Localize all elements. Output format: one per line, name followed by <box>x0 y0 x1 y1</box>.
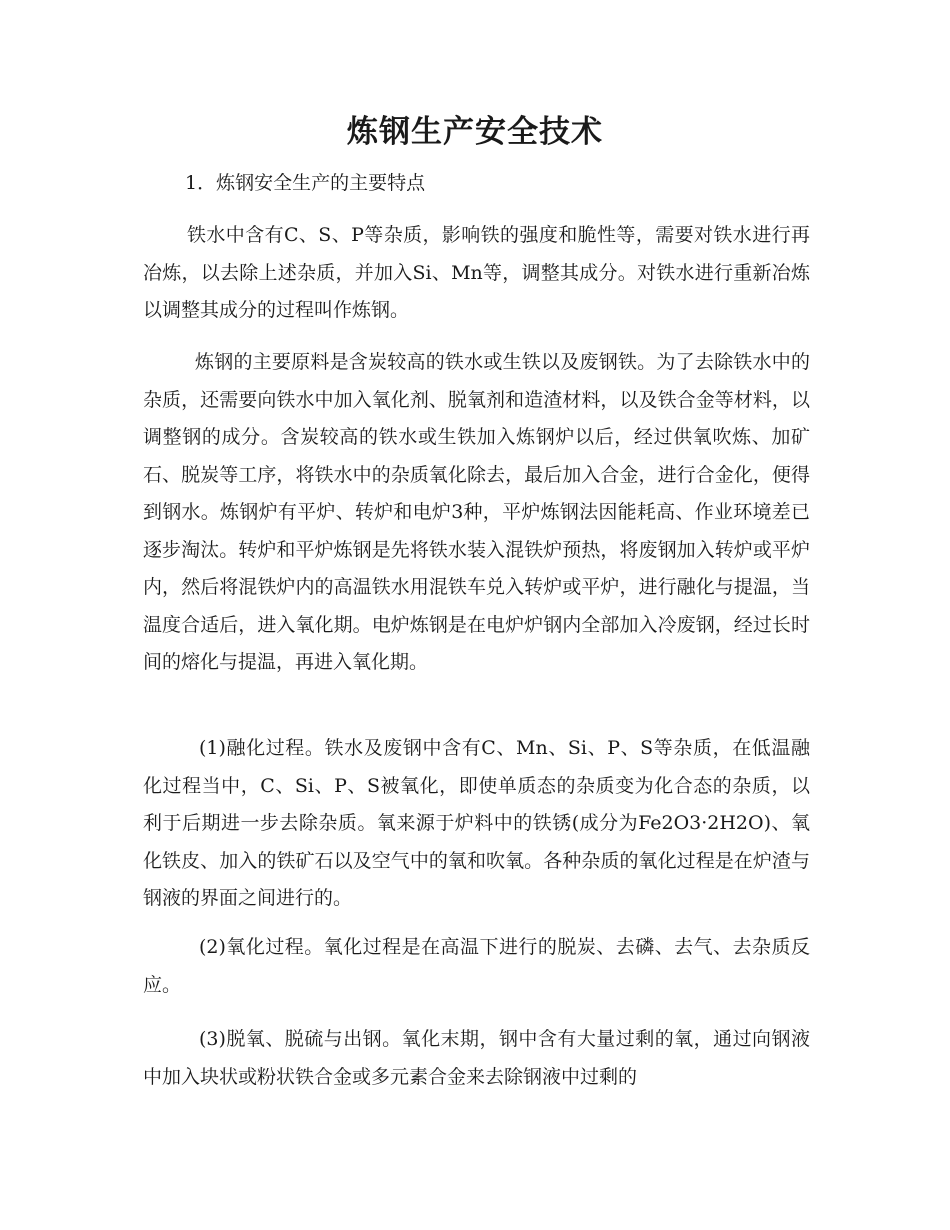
paragraph-raw-materials: 炼钢的主要原料是含炭较高的铁水或生铁以及废钢铁。为了去除铁水中的杂质，还需要向铁水中加入氧化剂、脱氧剂和造渣材料，以及铁合金等材料，以调整钢的成分。含炭较高的铁水或生铁加入炼钢炉以后，经过供氧吹炼、加矿石、脱炭等工序，将铁水中的杂质氧化除去，最后加入合金，进行合金化，便得到钢水。炼钢炉有平炉、转炉和电炉3种，平炉炼钢法因能耗高、作业环境差已逐步淘汰。转炉和平炉炼钢是先将铁水装入混铁炉预热，将废钢加入转炉或平炉内，然后将混铁炉内的高温铁水用混铁车兑入转炉或平炉，进行融化与提温，当温度合适后，进入氧化期。电炉炼钢是在电炉炉钢内全部加入冷废钢，经过长时间的熔化与提温，再进入氧化期。 <box>143 351 810 673</box>
paragraph-melting-process: (1)融化过程。铁水及废钢中含有C、Mn、Si、P、S等杂质，在低温融化过程当中，C、Si、P、S被氧化，即使单质态的杂质变为化合态的杂质，以利于后期进一步去除杂质。氧来源于炉料中的铁锈(成分为Fe2O3·2H2O)、氧化铁皮、加入的铁矿石以及空气中的氧和吹氧。各种杂质的氧化过程是在炉渣与钢液的界面之间进行的。 <box>143 737 810 909</box>
document-title: 炼钢生产安全技术 <box>347 114 603 150</box>
paragraph-deoxidation: (3)脱氧、脱硫与出钢。氧化末期，钢中含有大量过剩的氧，通过向钢液中加入块状或粉状铁合金或多元素合金来去除钢液中过剩的 <box>143 1028 810 1088</box>
section-heading: 1．炼钢安全生产的主要特点 <box>185 172 426 194</box>
paragraph-oxidation-process: (2)氧化过程。氧化过程是在高温下进行的脱炭、去磷、去气、去杂质反应。 <box>143 936 810 996</box>
paragraph-intro: 铁水中含有C、S、P等杂质，影响铁的强度和脆性等，需要对铁水进行再冶炼，以去除上述杂质，并加入Si、Mn等，调整其成分。对铁水进行重新冶炼以调整其成分的过程叫作炼钢。 <box>143 224 810 321</box>
